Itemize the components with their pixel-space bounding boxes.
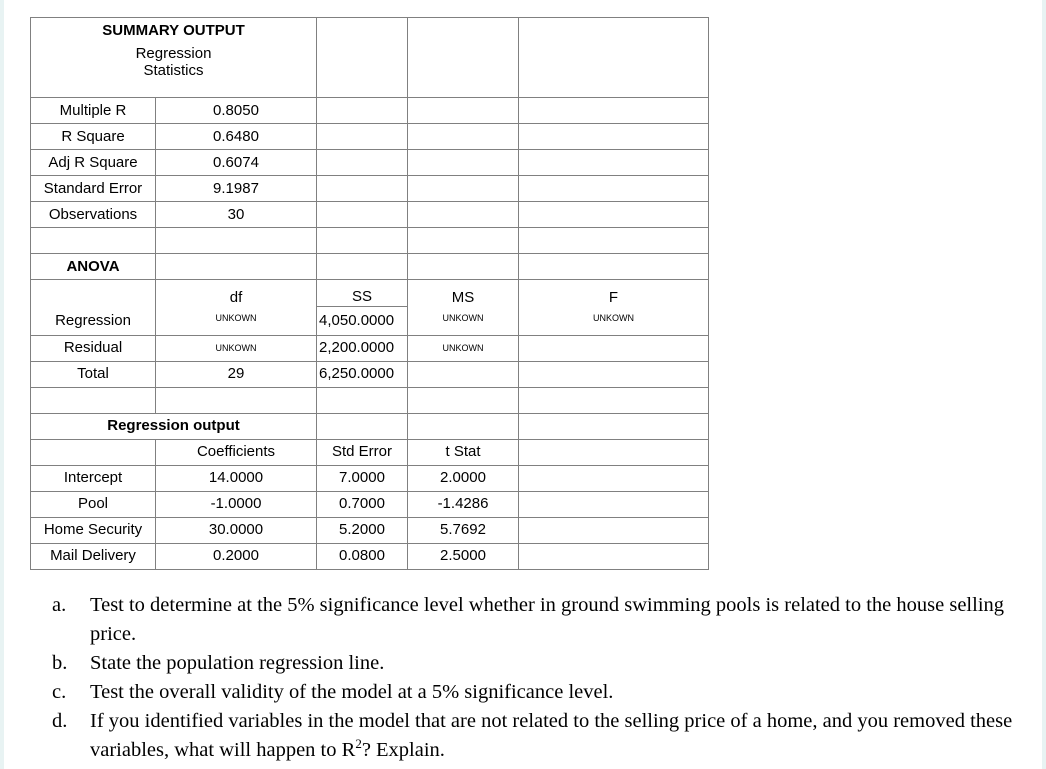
table-row	[31, 387, 709, 413]
anova-f-value: UNKOWN	[519, 307, 709, 336]
anova-ss-value: 6,250.0000	[317, 361, 408, 387]
anova-df-value: 29	[156, 361, 317, 387]
table-row	[31, 150, 709, 176]
table-row	[31, 491, 709, 517]
list-item	[52, 649, 1027, 678]
anova-row-label: Regression	[31, 307, 156, 336]
regression-output-title: Regression output	[107, 417, 240, 434]
std-error-value: 5.2000	[317, 517, 408, 543]
anova-ss-value: 2,200.0000	[317, 335, 408, 361]
anova-row-label: Total	[31, 361, 156, 387]
t-stat-value: 5.7692	[408, 517, 519, 543]
stat-label: Multiple R	[31, 98, 156, 124]
stat-value: 9.1987	[156, 176, 317, 202]
std-error-header: Std Error	[317, 439, 408, 465]
question-label: a.	[52, 594, 67, 616]
list-item	[52, 678, 1027, 707]
table-row	[31, 335, 709, 361]
r-squared-superscript: 2	[355, 736, 362, 752]
anova-header-df: df	[156, 280, 317, 307]
summary-title: SUMMARY OUTPUT	[31, 18, 317, 44]
std-error-value: 7.0000	[317, 465, 408, 491]
anova-ss-value: 4,050.0000	[317, 307, 408, 336]
anova-ms-value: UNKOWN	[408, 335, 519, 361]
stat-label: Standard Error	[31, 176, 156, 202]
table-row	[31, 254, 709, 280]
table-row	[31, 124, 709, 150]
anova-row-label: Residual	[31, 335, 156, 361]
table-row	[31, 176, 709, 202]
table-row	[31, 465, 709, 491]
t-stat-value: -1.4286	[408, 491, 519, 517]
table-row	[31, 18, 709, 44]
question-label: b.	[52, 652, 68, 674]
variable-label: Intercept	[31, 465, 156, 491]
coef-value: -1.0000	[156, 491, 317, 517]
std-error-value: 0.0800	[317, 543, 408, 569]
stat-value: 0.6480	[156, 124, 317, 150]
anova-header-ss: SS	[317, 280, 408, 307]
anova-header-ms: MS	[408, 280, 519, 307]
t-stat-value: 2.5000	[408, 543, 519, 569]
stat-value: 30	[156, 202, 317, 228]
coef-value: 30.0000	[156, 517, 317, 543]
table-row	[31, 228, 709, 254]
anova-title: ANOVA	[31, 254, 156, 280]
stat-label: Observations	[31, 202, 156, 228]
table-row	[31, 543, 709, 569]
coef-value: 14.0000	[156, 465, 317, 491]
list-item	[52, 707, 1027, 765]
variable-label: Pool	[31, 491, 156, 517]
question-text-main: If you identified variables in the model that are not related to the selling price of a home, and you removed these variables, what will happen to R	[90, 710, 1013, 761]
table-row	[31, 517, 709, 543]
stat-label: Adj R Square	[31, 150, 156, 176]
regression-statistics-heading: Regression Statistics	[135, 45, 212, 79]
table-row	[31, 307, 709, 336]
std-error-value: 0.7000	[317, 491, 408, 517]
t-stat-value: 2.0000	[408, 465, 519, 491]
right-border-strip	[1042, 0, 1046, 769]
coef-header: Coefficients	[156, 439, 317, 465]
question-label: d.	[52, 710, 68, 732]
anova-header-f: F	[519, 280, 709, 307]
variable-label: Mail Delivery	[31, 543, 156, 569]
table-row	[31, 202, 709, 228]
question-text: Test to determine at the 5% significance level whether in ground swimming pools is related to the house selling price.	[90, 594, 1005, 645]
anova-df-value: UNKOWN	[156, 307, 317, 336]
stat-value: 0.6074	[156, 150, 317, 176]
list-item	[52, 591, 1027, 649]
table-row	[31, 413, 709, 439]
coef-value: 0.2000	[156, 543, 317, 569]
anova-ms-value: UNKOWN	[408, 307, 519, 336]
question-list	[52, 591, 1027, 765]
anova-df-value: UNKOWN	[156, 335, 317, 361]
t-stat-header: t Stat	[408, 439, 519, 465]
table-row	[31, 439, 709, 465]
left-border-strip	[0, 0, 4, 769]
variable-label: Home Security	[31, 517, 156, 543]
table-row	[31, 98, 709, 124]
table-row	[31, 361, 709, 387]
regression-summary-table	[30, 17, 709, 570]
table-row	[31, 43, 709, 98]
stat-value: 0.8050	[156, 98, 317, 124]
stat-label: R Square	[31, 124, 156, 150]
question-label: c.	[52, 681, 67, 703]
table-row	[31, 280, 709, 307]
question-text	[90, 707, 1027, 765]
question-text: Test the overall validity of the model at a 5% significance level.	[90, 681, 614, 703]
question-text: State the population regression line.	[90, 652, 385, 674]
question-text-tail: ? Explain.	[361, 739, 445, 761]
